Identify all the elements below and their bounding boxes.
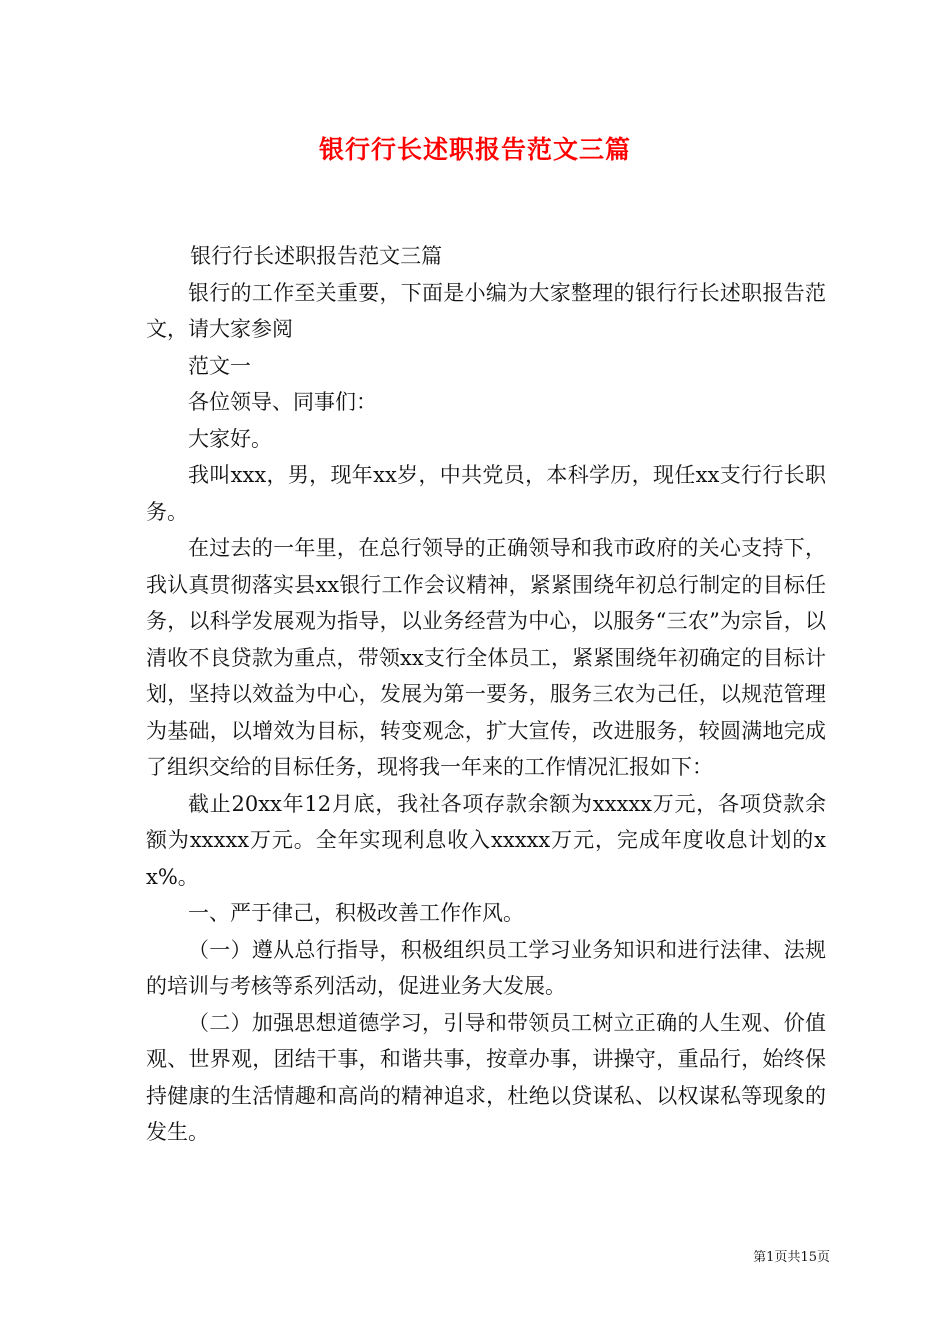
document-title: 银行行长述职报告范文三篇 [318, 135, 631, 164]
page-number-footer: 第1页共15页 [753, 1250, 830, 1265]
paragraph-heading: 银行行长述职报告范文三篇 [190, 244, 443, 268]
paragraph-item-one: （一）遵从总行指导，积极组织员工学习业务知识和进行法律、法规的培训与考核等系列活动，促进业务大发展。 [146, 937, 826, 998]
paragraph-overview: 在过去的一年里，在总行领导的正确领导和我市政府的关心支持下，我认真贯彻落实县xx银行工作会议精神，紧紧围绕年初总行制定的目标任务，以科学发展观为指导，以业务经营为中心，以服务“三农”为宗旨，以清收不良贷款为重点，带领xx支行全体员工，紧紧围绕年初确定的目标计划，坚持以效益为中心，发展为第一要务，服务三农为己任，以规范管理为基础，以增效为目标，转变观念，扩大宣传，改进服务，较圆满地完成了组织交给的目标任务，现将我一年来的工作情况汇报如下： [146, 536, 826, 779]
paragraph-item-two: （二）加强思想道德学习，引导和带领员工树立正确的人生观、价值观、世界观，团结干事，和谐共事，按章办事，讲操守，重品行，始终保持健康的生活情趣和高尚的精神追求，杜绝以贷谋私、以权谋私等现象的发生。 [146, 1010, 826, 1144]
document-body [146, 238, 826, 1151]
paragraph-salutation: 各位领导、同事们： [188, 390, 377, 414]
paragraph-section-label: 范文一 [188, 353, 251, 378]
paragraph-section-one: 一、严于律己，积极改善工作作风。 [188, 901, 524, 925]
paragraph-figures: 截止20xx年12月底，我社各项存款余额为xxxxx万元，各项贷款余额为xxxxx万元。全年实现利息收入xxxxx万元，完成年度收息计划的xx%。 [146, 791, 826, 889]
paragraph-greeting: 大家好。 [188, 426, 272, 451]
paragraph-intro: 银行的工作至关重要，下面是小编为大家整理的银行行长述职报告范文，请大家参阅 [146, 280, 826, 341]
paragraph-self-intro: 我叫xxx，男，现年xx岁，中共党员，本科学历，现任xx支行行长职务。 [146, 463, 826, 524]
